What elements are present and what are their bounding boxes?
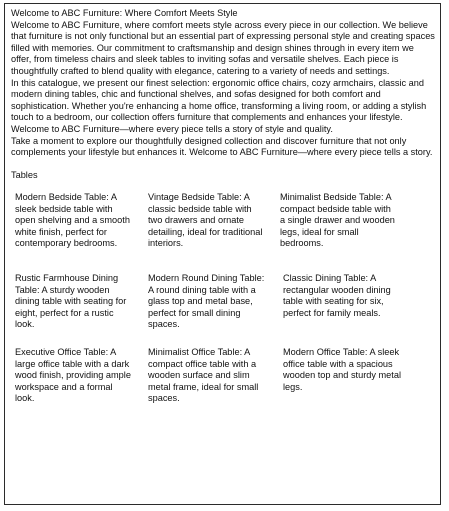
table-item-vintage-bedside: Vintage Bedside Table: A classic bedside table with two drawers and ornate detailing, ideal for traditional interiors. bbox=[148, 191, 263, 249]
table-item-minimalist-bedside: Minimalist Bedside Table: A compact bedside table with a single drawer and wooden legs, ideal for small bedrooms. bbox=[280, 191, 395, 249]
document-title: Welcome to ABC Furniture: Where Comfort Meets Style bbox=[11, 8, 238, 18]
tables-grid bbox=[11, 192, 435, 432]
spacer bbox=[11, 159, 435, 171]
catalogue-paragraph: In this catalogue, we present our finest selection: ergonomic office chairs, cozy armchairs, classic and modern dining tables, chic and functional shelves, and sofas designed for both comfort and sophistication. Whether you're enhancing a home office, transforming a living room, or adding a stylish touch to a bedroom, our collection offers furniture that complements and enhances your lifestyle. Welcome to ABC Furniture—where every piece tells a story of style and quality. bbox=[11, 77, 427, 134]
section-title: Tables bbox=[11, 170, 38, 181]
document-frame bbox=[4, 3, 441, 505]
table-item-modern-round-dining: Modern Round Dining Table: A round dining table with a glass top and metal base, perfect for small dining spaces. bbox=[148, 272, 265, 330]
table-item-minimalist-office: Minimalist Office Table: A compact office table with a wooden surface and slim metal frame, ideal for small spaces. bbox=[148, 346, 259, 404]
table-item-modern-office: Modern Office Table: A sleek office table with a spacious wooden top and sturdy metal legs. bbox=[283, 346, 401, 392]
table-item-executive-office: Executive Office Table: A large office table with a dark wood finish, providing ample workspace and a formal look. bbox=[15, 346, 131, 404]
table-item-modern-bedside: Modern Bedside Table: A sleek bedside table with open shelving and a smooth white finish, perfect for contemporary bedrooms. bbox=[15, 191, 130, 249]
table-item-rustic-farmhouse: Rustic Farmhouse Dining Table: A sturdy wooden dining table with seating for eight, perfect for a rustic look. bbox=[15, 272, 127, 330]
closing-paragraph: Take a moment to explore our thoughtfully designed collection and discover furniture that not only complements your lifestyle but enhances it. Welcome to ABC Furniture—where every piece tells a story. bbox=[11, 135, 433, 158]
intro-paragraph: Welcome to ABC Furniture, where comfort meets style across every piece in our collection. We believe that furniture is not only functional but an essential part of expressing personal style and creating spaces filled with memories. Our commitment to craftsmanship and design shines through in every item we offer, from timeless chairs and sleek tables to inviting sofas and versatile shelves. Each piece is thoughtfully crafted to blend quality with elegance, catering to a variety of needs and settings. bbox=[11, 19, 435, 76]
table-item-classic-dining: Classic Dining Table: A rectangular wooden dining table with seating for six, perfect for family meals. bbox=[283, 272, 391, 318]
